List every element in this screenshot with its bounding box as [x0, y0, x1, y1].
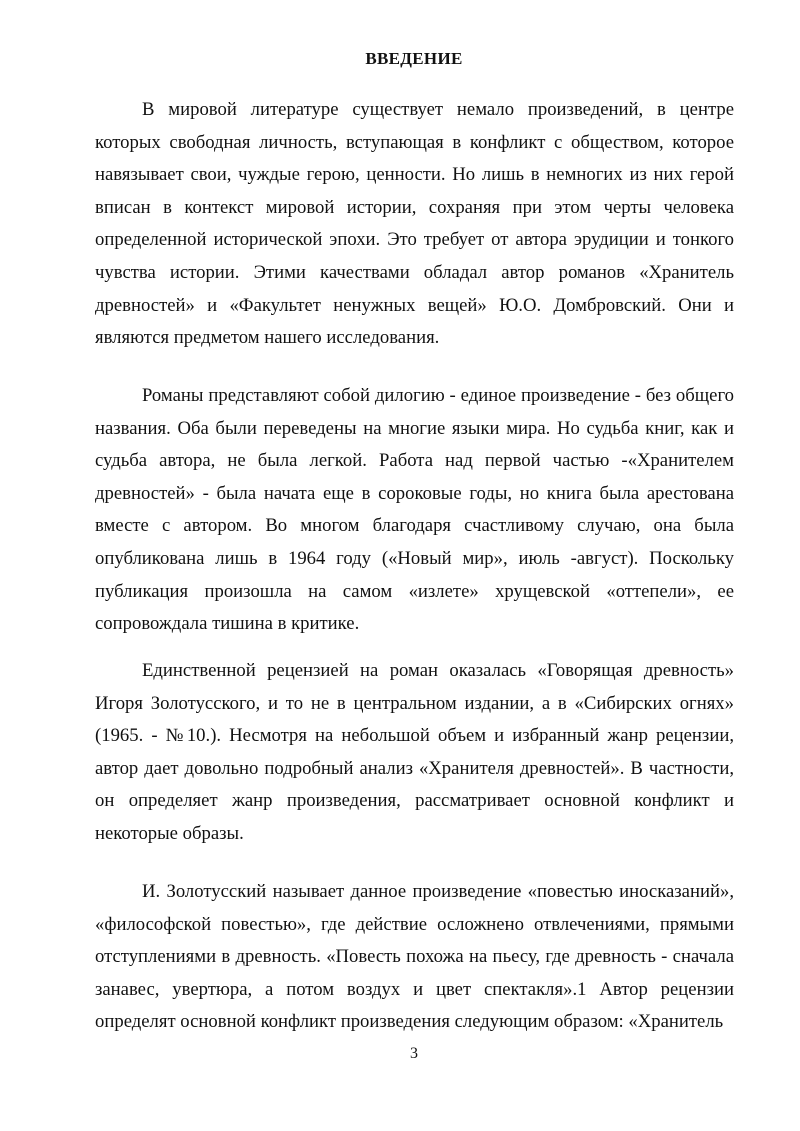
paragraph-4: И. Золотусский называет данное произведение «повестью иносказаний», «философской повестью», где действие осложнено отвлечениями, прямыми отступлениями в древность. «Повесть похожа на пьесу, где древность - сначала занавес, увертюра, а потом воздух и цвет спектакля».1 Автор рецензии определят основной конфликт произведения следующим образом: «Хранитель: [95, 881, 734, 1033]
paragraph-2: Романы представляют собой дилогию - единое произведение - без общего названия. Оба были переведены на многие языки мира. Но судьба книг, как и судьба автора, не была легкой. Работа над первой частью -«Хранителем древностей» - была начата еще в сороковые годы, но книга была арестована вместе с автором. Во многом благодаря счастливому случаю, она была опубликована лишь в 1964 году («Новый мир», июль -август). Поскольку публикация произошла на самом «излете» хрущевской «оттепели», ее сопровождала тишина в критике.: [95, 385, 734, 635]
paragraph-3: Единственной рецензией на роман оказалась «Говорящая древность» Игоря Золотусского, и то не в центральном издании, а в «Сибирских огнях» (1965. - №10.). Несмотря на небольшой объем и избранный жанр рецензии, автор дает довольно подробный анализ «Хранителя древностей». В частности, он определяет жанр произведения, рассматривает основной конфликт и некоторые образы.: [95, 660, 734, 844]
section-heading: ВВЕДЕНИЕ: [365, 49, 463, 68]
paragraph-1: В мировой литературе существует немало произведений, в центре которых свободная личность, вступающая в конфликт с обществом, которое навязывает свои, чуждые герою, ценности. Но лишь в немногих из них герой вписан в контекст мировой истории, сохраняя при этом черты человека определенной исторической эпохи. Это требует от автора эрудиции и тонкого чувства истории. Этими качествами обладал автор романов «Хранитель древностей» и «Факультет ненужных вещей» Ю.О. Домбровский. Они и являются предметом нашего исследования.: [95, 99, 734, 349]
page-number: 3: [410, 1045, 418, 1062]
